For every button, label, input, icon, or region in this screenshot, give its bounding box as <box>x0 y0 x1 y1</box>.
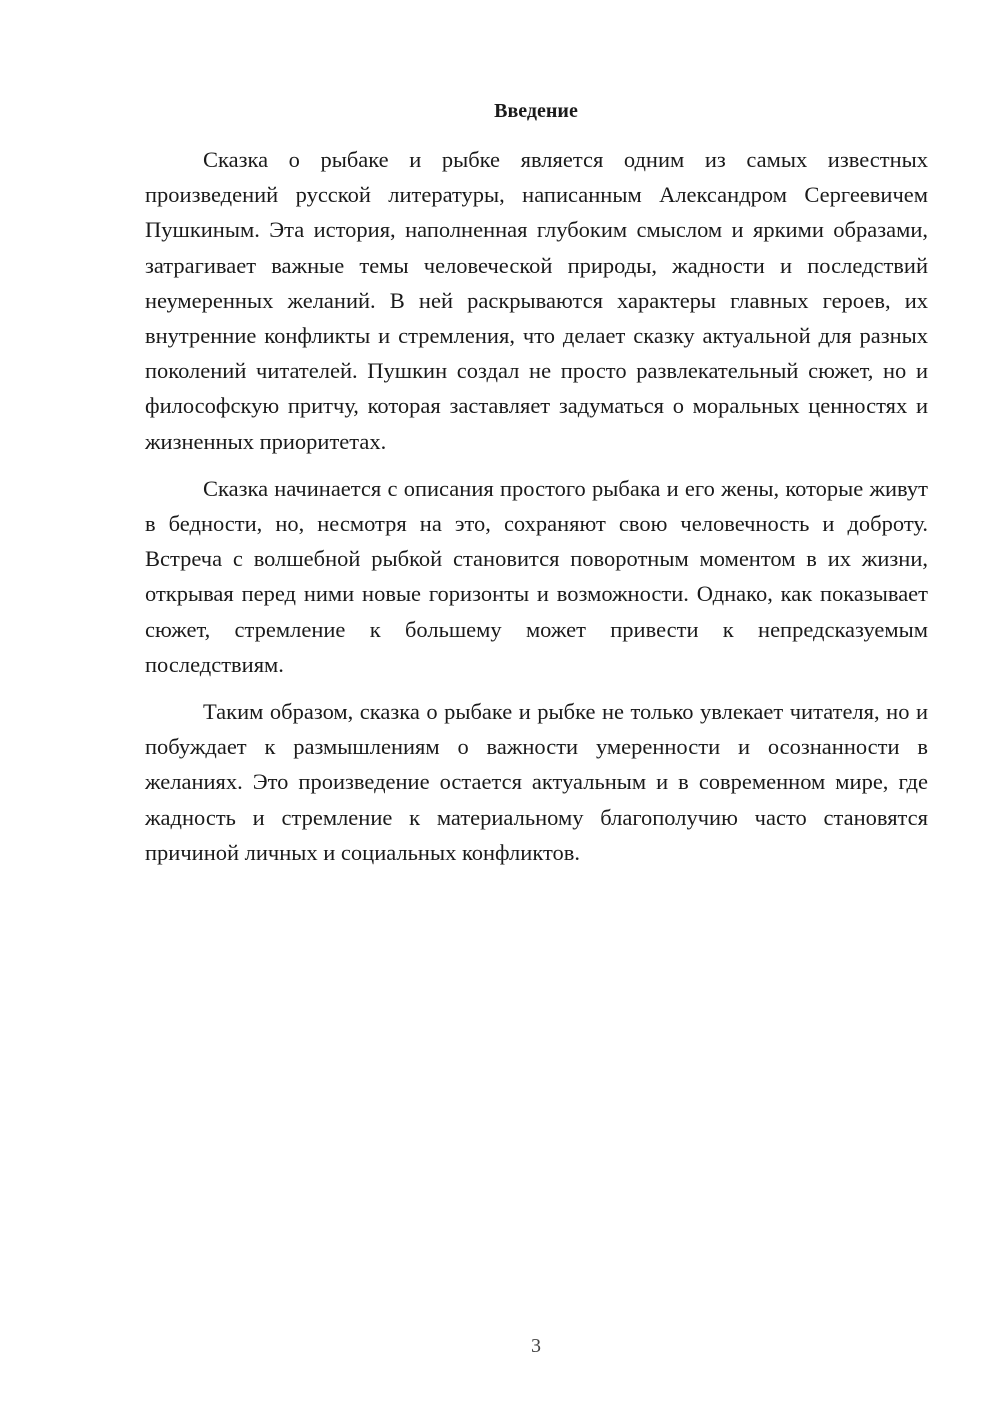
page-title: Введение <box>494 100 578 122</box>
body-text <box>145 142 928 882</box>
paragraph-3: Таким образом, сказка о рыбаке и рыбке не только увлекает читателя, но и побуждает к размышлениям о важности умеренности и осознанности в желаниях. Это произведение остается актуальным и в современном мире, где жадность и стремление к материальному благополучию часто становятся причиной личных и социальных конфликтов. <box>145 699 928 865</box>
page-number: 3 <box>531 1335 541 1357</box>
paragraph-2: Сказка начинается с описания простого рыбака и его жены, которые живут в бедности, но, несмотря на это, сохраняют свою человечность и доброту. Встреча с волшебной рыбкой становится поворотным моментом в их жизни, открывая перед ними новые горизонты и возможности. Однако, как показывает сюжет, стремление к большему может привести к непредсказуемым последствиям. <box>145 475 928 677</box>
paragraph-1: Сказка о рыбаке и рыбке является одним из самых известных произведений русской литературы, написанным Александром Сергеевичем Пушкиным. Эта история, наполненная глубоким смыслом и яркими образами, затрагивает важные темы человеческой природы, жадности и последствий неумеренных желаний. В ней раскрываются характеры главных героев, их внутренние конфликты и стремления, что делает сказку актуальной для разных поколений читателей. Пушкин создал не просто развлекательный сюжет, но и философскую притчу, которая заставляет задуматься о моральных ценностях и жизненных приоритетах. <box>145 147 928 454</box>
